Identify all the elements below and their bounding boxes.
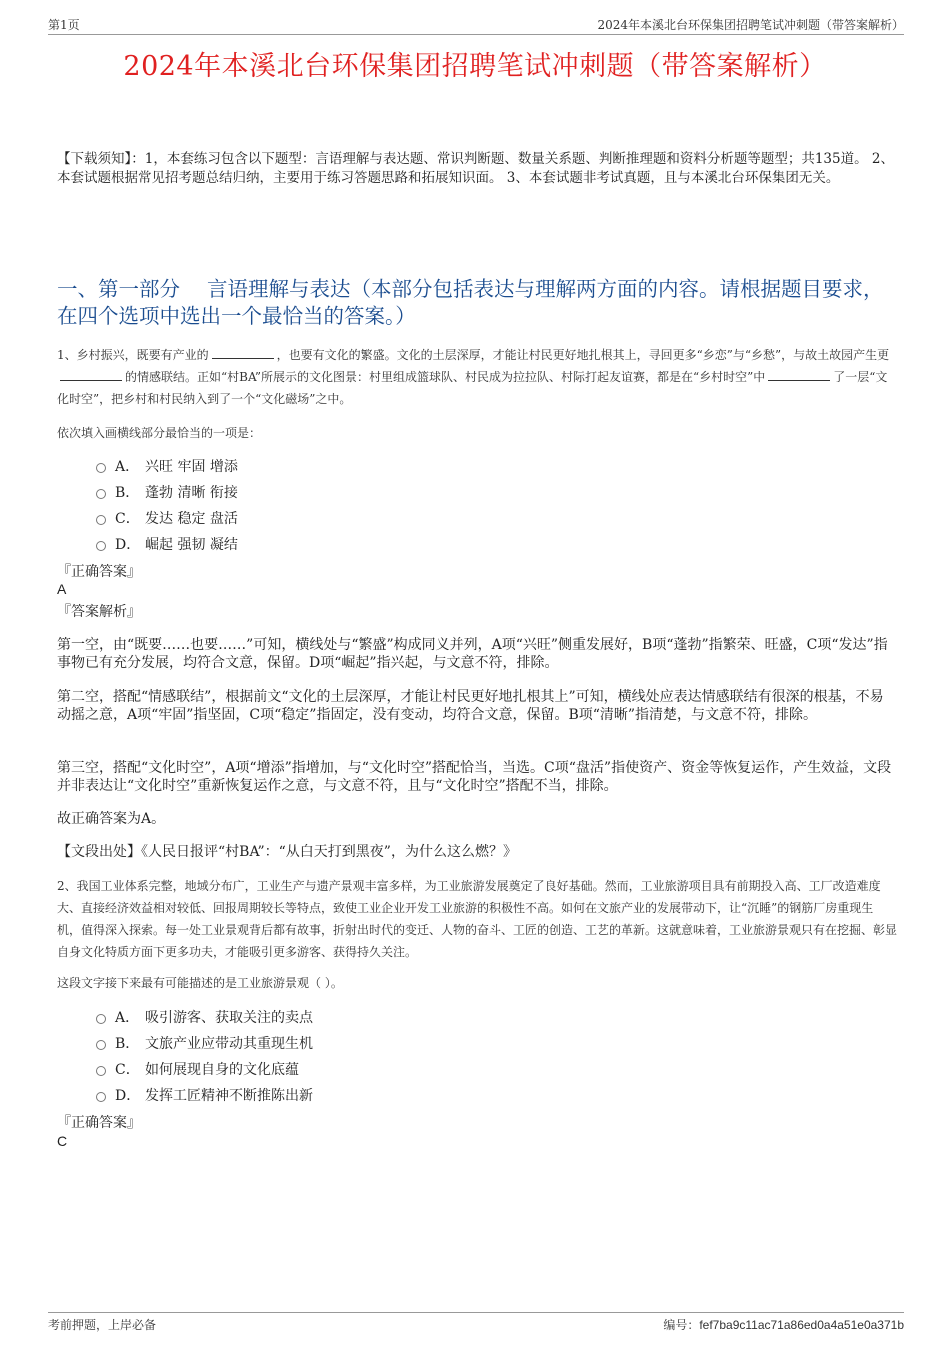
- page-header: [48, 14, 904, 35]
- radio-icon[interactable]: [96, 1014, 106, 1024]
- option-text: 蓬勃 清晰 衔接: [145, 485, 238, 501]
- analysis-paragraph: 第二空，搭配“情感联结”，根据前文“文化的土层深厚，才能让村民更好地扎根其上”可知，横线处应表达情感联结有很深的根基，不易动摇之意，A项“牢固”指坚固，C项“稳定”指固定，没有变动，均符合文意，保留。B项“清晰”指清楚，与文意不符，排除。: [57, 689, 884, 723]
- document-id-label: 编号：: [663, 1318, 700, 1332]
- document-title: 2024年本溪北台环保集团招聘笔试冲刺题（带答案解析）: [123, 51, 827, 82]
- q1-text-part-c: 的情感联结。正如“村BA”所展示的文化图景：村里组成篮球队、村民成为拉拉队、村际打起友谊赛，都是在“乡村时空”中: [125, 370, 766, 384]
- radio-icon[interactable]: [96, 541, 106, 551]
- question-1-text: [57, 344, 897, 410]
- option-d[interactable]: [96, 1082, 596, 1108]
- option-text: 发挥工匠精神不断推陈出新: [145, 1088, 313, 1104]
- blank-3: [768, 369, 830, 381]
- option-letter: B．: [115, 1036, 140, 1052]
- option-text: 兴旺 牢固 增添: [145, 459, 238, 475]
- question-2-text: 2、我国工业体系完整，地域分布广，工业生产与遗产景观丰富多样，为工业旅游发展奠定了良好基础。然而，工业旅游项目具有前期投入高、工厂改造难度大、直接经济效益相对较低、回报周期较长等特点，致使工业企业开发工业旅游的积极性不高。如何在文旅产业的发展带动下，让“沉睡”的钢筋厂房重现生机，值得深入探索。每一处工业景观背后都有故事，折射出时代的变迁、人物的奋斗、工匠的创造、工艺的革新。这就意味着，工业旅游景观只有在挖掘、彰显自身文化特质方面下更多功夫，才能吸引更多游客、获得持久关注。: [57, 879, 898, 959]
- option-b[interactable]: [96, 479, 596, 505]
- q1-text-part-d: 了一层“文化时空”，把乡村和村民纳入到了一个“文化磁场”之中。: [57, 370, 888, 406]
- option-text: 如何展现自身的文化底蕴: [145, 1062, 299, 1078]
- q1-text-part-b: ，也要有文化的繁盛。文化的土层深厚，才能让村民更好地扎根其上，寻回更多“乡恋”与“乡愁”，与故土故园产生更: [276, 348, 890, 362]
- option-c[interactable]: [96, 1056, 596, 1082]
- analysis-paragraph: 第三空，搭配“文化时空”，A项“增添”指增加，与“文化时空”搭配恰当，当选。C项“盘活”指使资产、资金等恢复运作，产生效益，文段并非表达让“文化时空”重新恢复运作之意，与文意不符，且与“文化时空”搭配不当，排除。: [57, 760, 892, 794]
- radio-icon[interactable]: [96, 489, 106, 499]
- option-letter: B．: [115, 485, 140, 501]
- option-b[interactable]: [96, 1030, 596, 1056]
- page-footer: [48, 1312, 904, 1333]
- document-id: [663, 1316, 904, 1333]
- radio-icon[interactable]: [96, 1066, 106, 1076]
- option-letter: D．: [115, 1088, 141, 1104]
- option-text: 崛起 强韧 凝结: [145, 537, 238, 553]
- option-letter: A．: [115, 1010, 140, 1026]
- analysis-paragraph: 第一空，由“既要……也要……”可知，横线处与“繁盛”构成同义并列，A项“兴旺”侧重发展好，B项“蓬勃”指繁荣、旺盛，C项“发达”指事物已有充分发展，均符合文意，保留。D项“崛起”指兴起，与文意不符，排除。: [57, 637, 888, 671]
- correct-answer-value: A: [57, 581, 67, 597]
- question-2-options: [96, 1004, 596, 1108]
- download-notice: 【下载须知】：1，本套练习包含以下题型：言语理解与表达题、常识判断题、数量关系题、判断推理题和资料分析题等题型；共135道。 2、本套试题根据常见招考题总结归纳，主要用于练习答题思路和拓展知识面。 3、本套试题非考试真题，且与本溪北台环保集团无关。: [57, 151, 894, 186]
- question-1-options: [96, 453, 596, 557]
- q1-text-part-a: 1、乡村振兴，既要有产业的: [57, 348, 209, 362]
- option-letter: C．: [115, 1062, 140, 1078]
- option-letter: A．: [115, 459, 140, 475]
- option-a[interactable]: [96, 1004, 596, 1030]
- analysis-label: 『答案解析』: [57, 604, 141, 620]
- option-letter: C．: [115, 511, 140, 527]
- radio-icon[interactable]: [96, 515, 106, 525]
- radio-icon[interactable]: [96, 1092, 106, 1102]
- document-id-value: fef7ba9c11ac71a86ed0a4a51e0a371b: [699, 1318, 904, 1332]
- blank-2: [60, 369, 122, 381]
- analysis-conclusion: 故正确答案为A。: [57, 811, 166, 827]
- question-2-prompt: 这段文字接下来最有可能描述的是工业旅游景观（ ）。: [57, 976, 343, 990]
- radio-icon[interactable]: [96, 463, 106, 473]
- correct-answer-label: 『正确答案』: [57, 1115, 141, 1131]
- running-title: 2024年本溪北台环保集团招聘笔试冲刺题（带答案解析）: [597, 18, 904, 32]
- question-1-prompt: 依次填入画横线部分最恰当的一项是：: [57, 426, 262, 440]
- radio-icon[interactable]: [96, 1040, 106, 1050]
- blank-1: [212, 347, 274, 359]
- option-text: 文旅产业应带动其重现生机: [145, 1036, 313, 1052]
- option-d[interactable]: [96, 531, 596, 557]
- option-a[interactable]: [96, 453, 596, 479]
- page-number: 第1页: [48, 18, 80, 32]
- option-letter: D．: [115, 537, 141, 553]
- option-c[interactable]: [96, 505, 596, 531]
- correct-answer-value: C: [57, 1133, 68, 1149]
- source-citation: 【文段出处】《人民日报评“村BA”：“从白天打到黑夜”，为什么这么燃？》: [57, 844, 517, 860]
- option-text: 吸引游客、获取关注的卖点: [145, 1010, 313, 1026]
- section-title: 一、第一部分 言语理解与表达（本部分包括表达与理解两方面的内容。请根据题目要求，在四个选项中选出一个最恰当的答案。）: [57, 277, 884, 328]
- footer-slogan: 考前押题，上岸必备: [48, 1318, 157, 1332]
- correct-answer-label: 『正确答案』: [57, 564, 141, 580]
- option-text: 发达 稳定 盘活: [145, 511, 238, 527]
